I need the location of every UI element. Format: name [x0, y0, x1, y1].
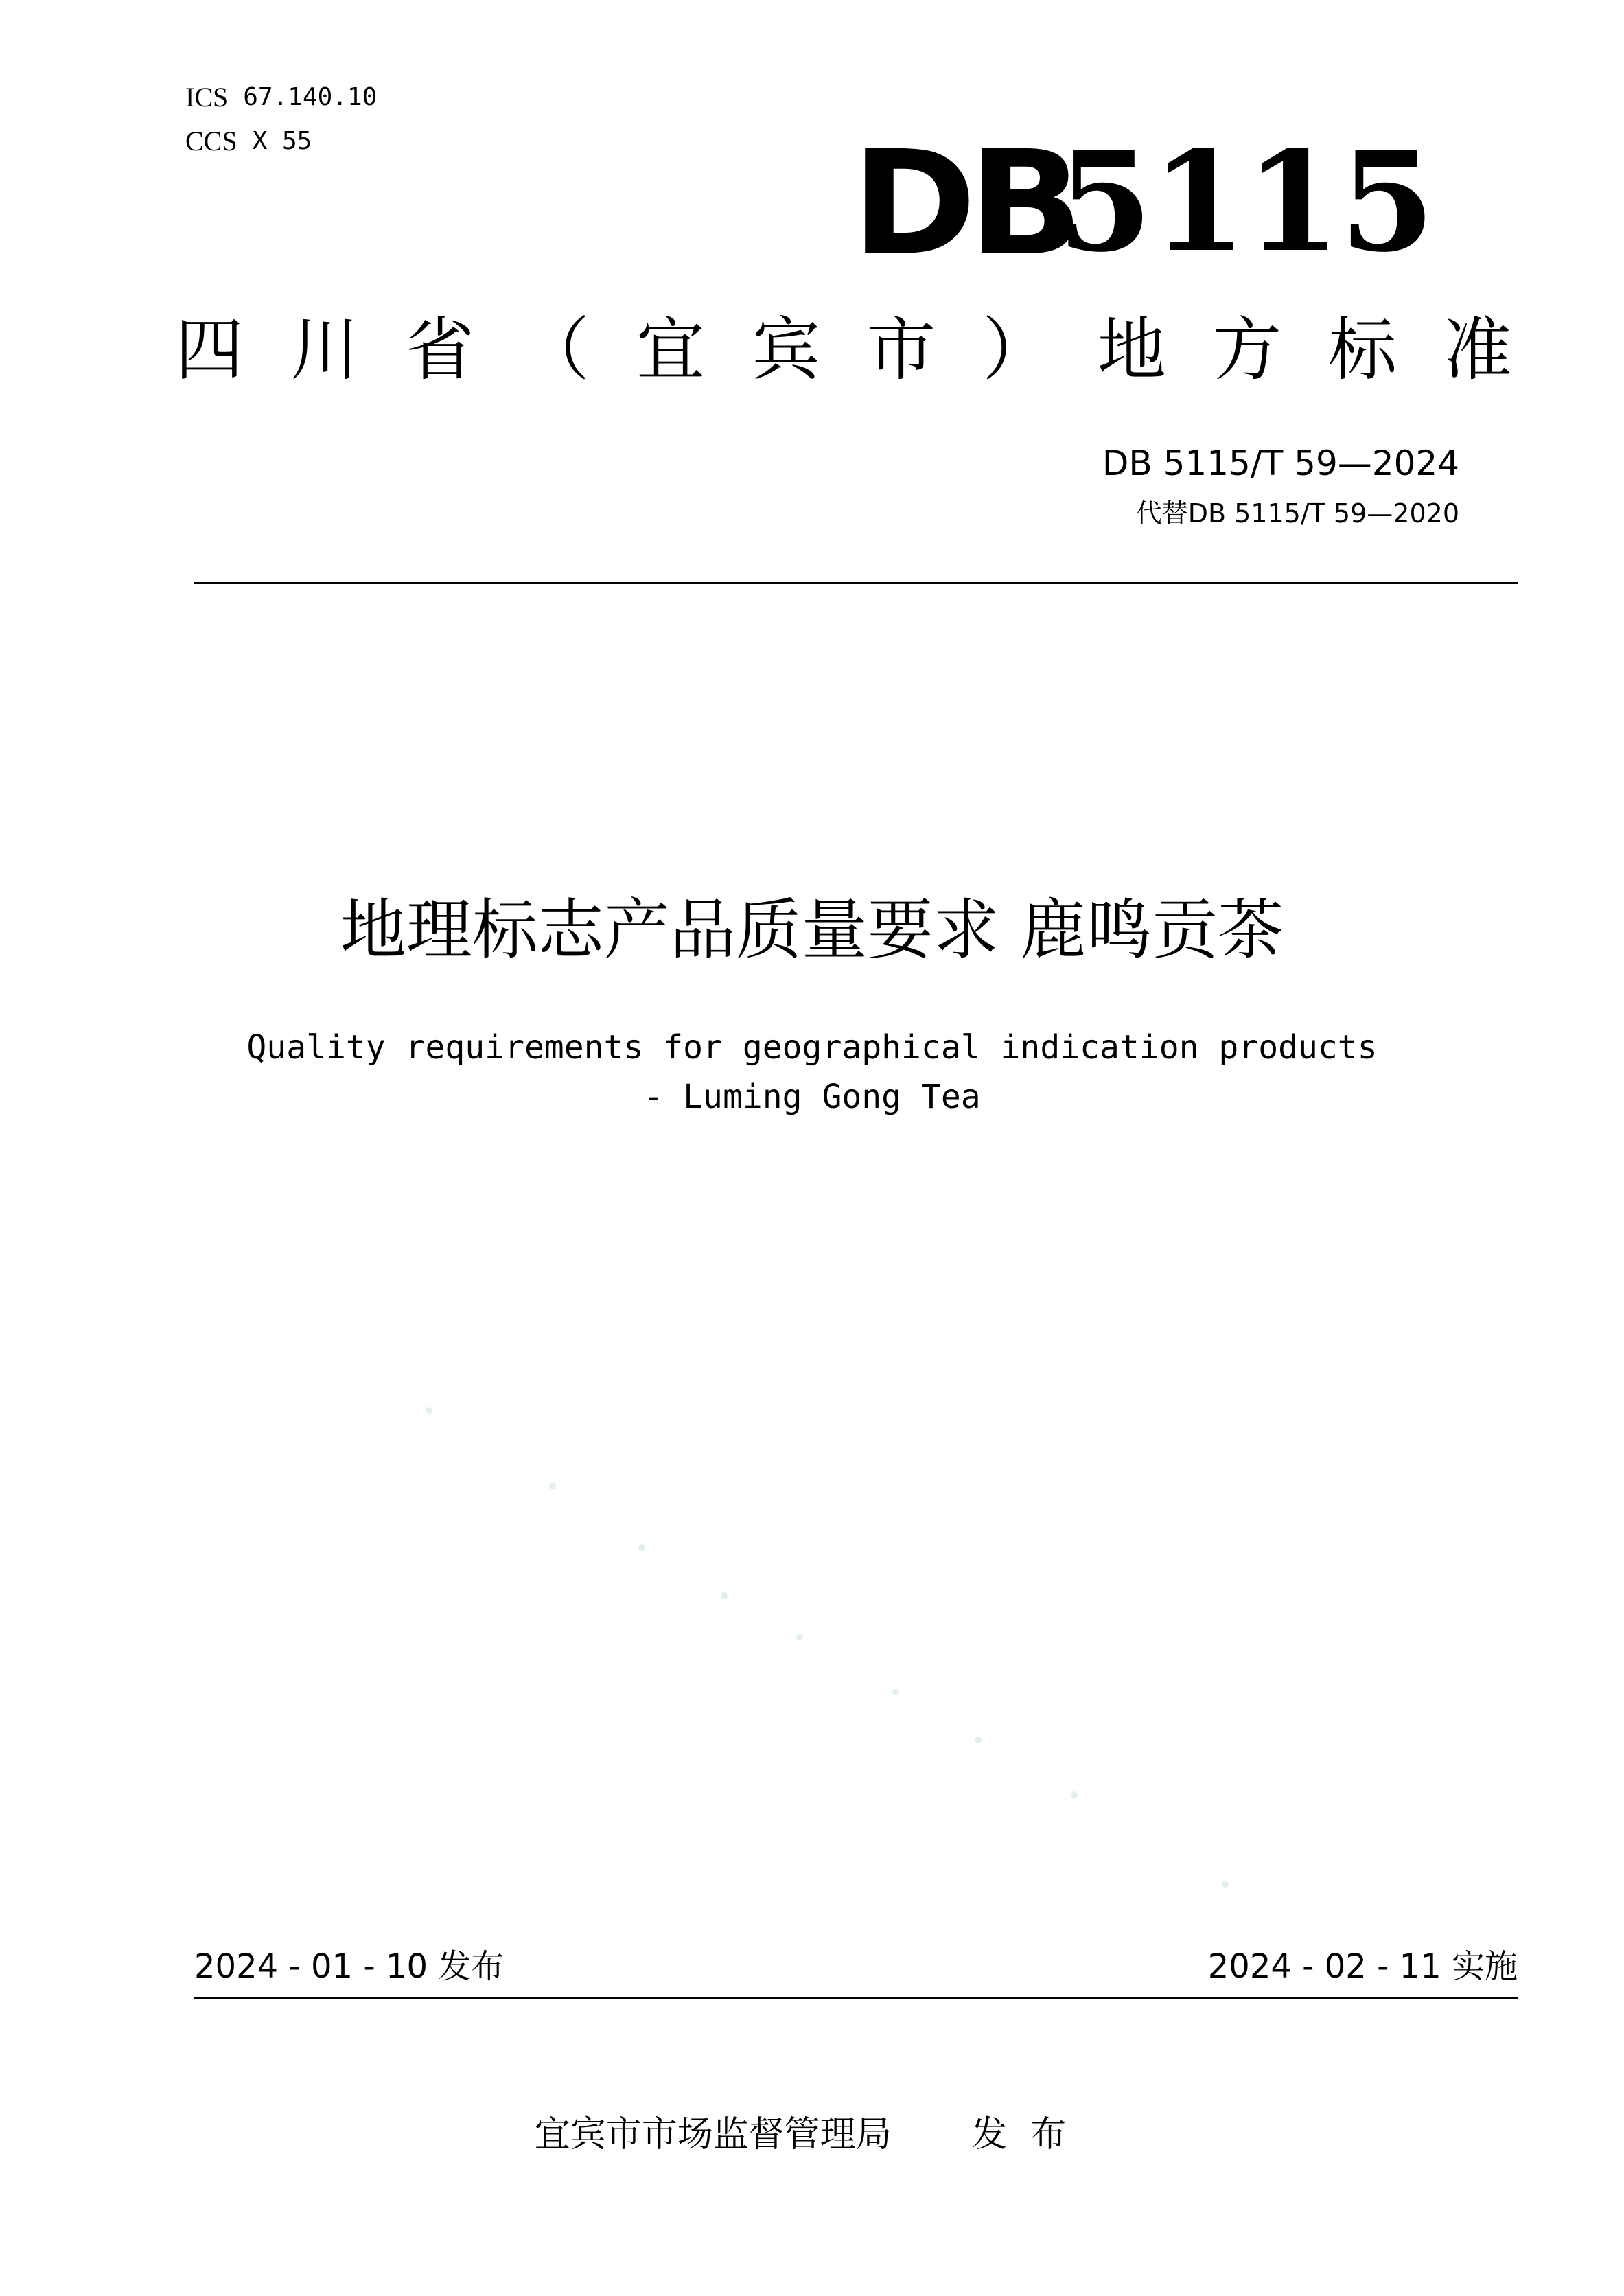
ics-row	[185, 76, 377, 119]
title-english	[0, 1023, 1624, 1122]
ccs-value: X 55	[252, 127, 312, 155]
standard-number: DB 5115/T 59—2024	[1102, 443, 1459, 483]
db-logo-code: 5115	[1057, 121, 1434, 283]
watermark-dot	[638, 1544, 645, 1551]
issue-date: 2024 - 01 - 10 发布	[194, 1947, 504, 1986]
watermark-dot	[975, 1737, 982, 1743]
title-english-line1: Quality requirements for geographical indication products	[246, 1028, 1378, 1067]
ccs-row	[185, 119, 377, 163]
ics-label: ICS	[185, 82, 229, 113]
db-logo-prefix: DB	[851, 119, 1075, 288]
watermark-dot	[1071, 1791, 1078, 1798]
replaces-standard: 代替DB 5115/T 59—2020	[1135, 498, 1459, 529]
standard-category: 四川省（宜宾市）地方标准	[175, 310, 1559, 390]
ccs-label: CCS	[185, 126, 237, 156]
title-chinese: 地理标志产品质量要求 鹿鸣贡茶	[340, 892, 1284, 969]
effective-date: 2024 - 02 - 11 实施	[1207, 1947, 1518, 1986]
watermark-dot	[549, 1483, 556, 1489]
header-divider	[194, 582, 1518, 584]
issuer-action: 发布	[971, 2114, 1090, 2155]
watermark-dot	[426, 1407, 432, 1414]
issuer	[0, 2107, 1624, 2162]
watermark-dot	[1222, 1881, 1229, 1888]
ics-value: 67.140.10	[243, 83, 378, 111]
issuer-organization: 宜宾市市场监督管理局	[534, 2114, 892, 2155]
db-code-logo	[851, 119, 1434, 288]
classification-codes	[185, 76, 377, 163]
title-english-line2: - Luming Gong Tea	[643, 1078, 981, 1116]
watermark-dot	[892, 1689, 899, 1695]
footer-divider	[194, 1997, 1518, 1999]
watermark-dot	[796, 1634, 803, 1640]
watermark-dot	[721, 1592, 728, 1599]
